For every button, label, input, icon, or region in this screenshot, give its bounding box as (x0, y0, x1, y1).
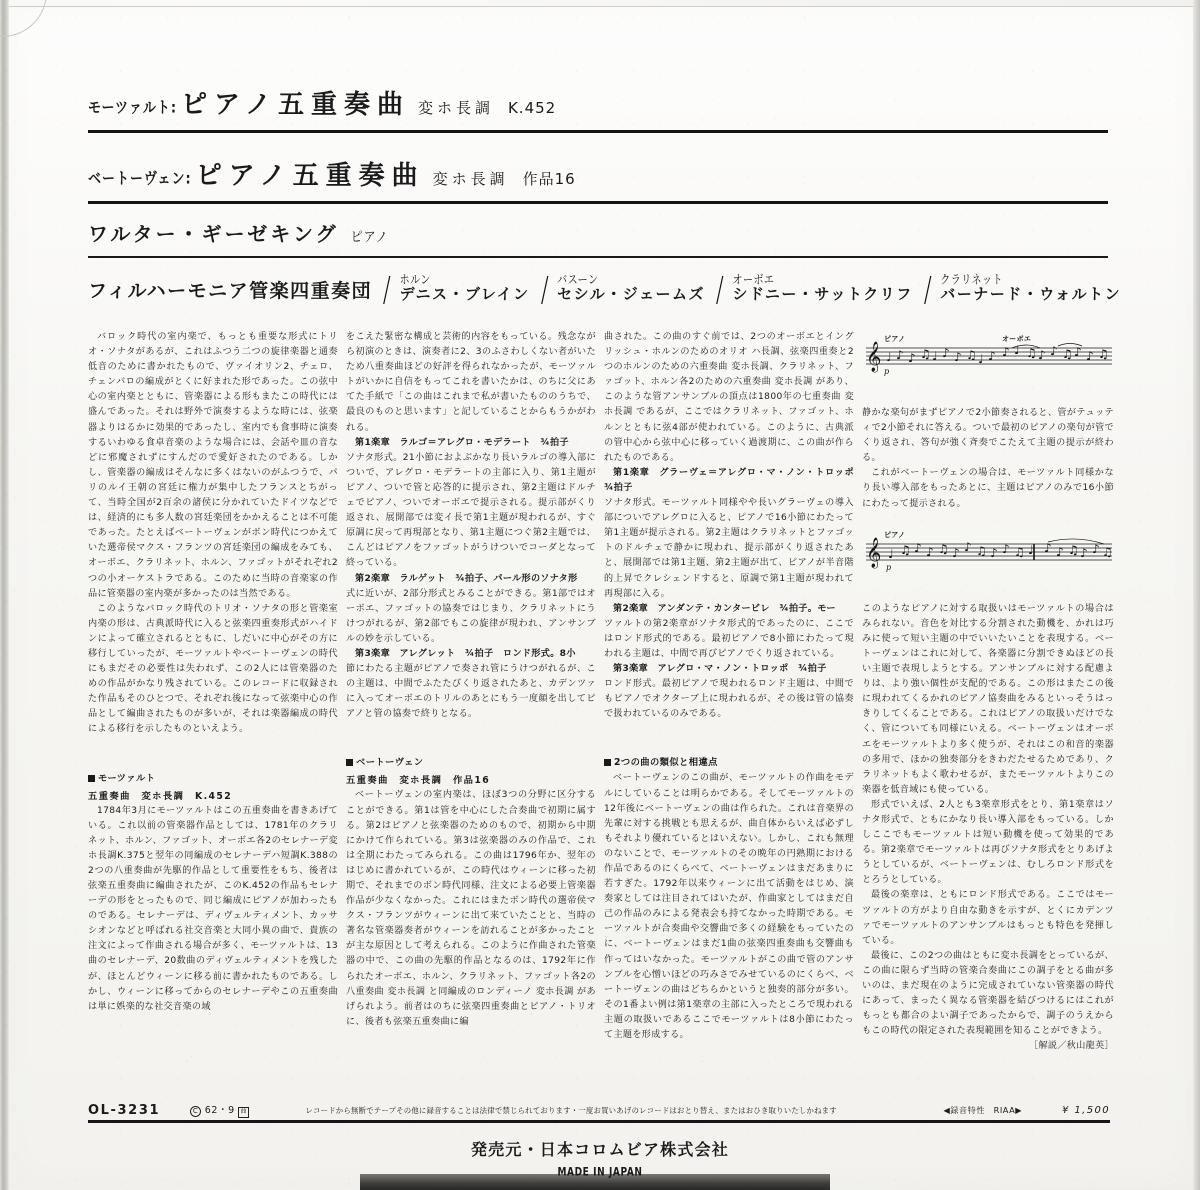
svg-text:♩: ♩ (1014, 343, 1020, 357)
movement-1-heading (346, 436, 596, 451)
svg-text:♫: ♫ (1062, 347, 1073, 361)
svg-text:♫: ♫ (920, 347, 931, 361)
svg-text:♩: ♩ (978, 352, 984, 366)
svg-text:♪: ♪ (990, 545, 998, 560)
notes-credit: ［解説／秋山龍英］ (1029, 1041, 1114, 1052)
svg-text:♫: ♫ (1102, 544, 1113, 559)
paragraph: ベートーヴェンの室内楽は、ほぼ3つの分野に区分することができる。第1は管を中心にした合奏曲で初期に属する。第2はピアノと弦楽器のためのもので、初期から中期にかけて作られている。第3は弦楽器のみの作品で、これは全期にわたってみられる。この曲は1796年か、翌年のはじめに書かれているが、この時代はウィーンに移った初期で、それまでのボン時代同様、注文による必要上管楽器作品が少なくなかった。これにはまたボン時代の選帝侯マクス・フランツがウィーンに出て来ていたことと、当時の著名な管楽器奏者がウィーンを訪れることが多かったことが主な原因として考えられる。このように作曲された管楽器の中で、この曲の先駆的作品となるのは、1792年に作られたオーボエ、ホルン、クラリネット、ファゴット各2の八重奏曲 変ホ長調 と同編成のロンディーノ 変ホ長調 があげられよう。前者はのちに弦楽四重奏曲とピアノ・トリオに、後者も弦楽五重奏曲に編 (346, 790, 596, 1027)
section-heading-label: 2つの曲の類似と相違点 (614, 757, 718, 769)
paragraph: 最後に、この2つの曲はともに変ホ長調をとっているが、この曲に限らず当時の管楽合奏曲にこの調子をとる曲が多いのは、まだ現在のように完成されていない管楽器の時代にあって、まったく異なる管楽器を結びつけるにはこれがもっとも都合のよい調子であったからで、調子のうえからもこの時代の限定された表現範囲を知ることができよう。 (862, 950, 1114, 1037)
paragraph: 最後の楽章は、ともにロンド形式である。ここではモーツァルトの方がより自由な動きを示すが、とくにカデンツァでモーツァルトのアンサンブルはもっとも特色を発揮している。 (862, 890, 1114, 946)
ensemble-entry (88, 258, 1122, 310)
notes-column-2 (346, 330, 596, 1100)
movement-3-heading (346, 647, 596, 662)
slash-divider-icon: / (540, 270, 549, 310)
music-example-beethoven (862, 530, 1114, 588)
paragraph: 1784年3月にモーツァルトはこの五重奏曲を書きあげている。これ以前の管楽器作品としては、1781年のクラリネット、ホルン、ファゴット、オーボエ各2のセレナーデ変ホ長調K.375と翌年の同編成のセレナーデハ短調K.388の2つの八重奏曲が先駆的作品として重要性をもち、後者は弦楽五重奏曲に編曲されたが、このK.452の作品もセレナーデの形をとったもので、同じ編成にピアノが加わったものである。セレナーデは、ディヴェルティメント、カッサシオンなどと呼ばれる社交音楽と大同小異の曲で、貴族の注文によって作曲される場合が多く、モーツァルトは、13曲のセレナーデ、20数曲のディヴェルティメントを残したが、ほとんどウィーンに移る前に書かれたものである。しかし、ウィーンに移ってからのセレナーデやこの五重奏曲は単に娯楽的な社交音楽の域 (88, 805, 338, 1012)
player-bassoon (532, 270, 705, 310)
svg-text:♪: ♪ (1092, 541, 1100, 556)
bullet-square-icon (346, 759, 353, 766)
svg-text:♪: ♪ (1038, 348, 1046, 362)
player-name: デニス・ブレイン (399, 285, 530, 304)
composer-name: ベートーヴェン: (88, 170, 192, 188)
movement-3-heading (604, 662, 854, 677)
ensemble-name: フィルハーモニア管楽四重奏団 (88, 280, 373, 302)
svg-text:p: p (884, 367, 890, 376)
liner-notes-body (88, 330, 1114, 1100)
work-key: 変ホ長調 (417, 99, 494, 117)
footer-riaa-curve: ◀録音特性 RIAA▶ (943, 1104, 1023, 1115)
paragraph: 式に近いが、2部分形式とみることができる。第1部ではオーボエ、ファゴットの協奏ではじまり、クラリネットにうけつがれるが、第2部でもこの旋律が現われ、アンサンブルの妙を示している。 (346, 588, 596, 644)
notes-column-3 (604, 330, 864, 1100)
svg-text:♫: ♫ (1098, 347, 1109, 361)
player-instrument: バスーン (557, 273, 599, 287)
player-instrument: ホルン (399, 273, 431, 287)
player-name: シドニー・サットクリフ (732, 285, 913, 304)
slash-divider-icon: / (382, 270, 391, 310)
svg-text:𝄞: 𝄞 (866, 342, 882, 372)
svg-text:♪: ♪ (1080, 545, 1088, 560)
svg-text:♪: ♪ (1074, 345, 1082, 359)
svg-text:𝄞: 𝄞 (866, 537, 882, 568)
player-horn (374, 270, 530, 310)
paragraph: このようなピアノに対する取扱いはモーツァルトの場合はみられない。音色を対比する分割された動機を、かれは巧みに使って短い主題の中でいいたいことを表現する。ベートーヴェンはこれに対して、各楽器に分割できぬほどの長い主題で表現しようとする。アンサンブルに対する配慮よりは、より強い個性が支配的である。この形はまたこの後に現われてくるかれのピアノ協奏曲をみるといっそうはっきりしてくることである。これはピアノの取扱いだけでなく、管についても同様にいえる。ベートーヴェンはオーボエをモーツァルトより多く使うが、それはこの和音的楽器の多用で、ほかの独奏部分をきわだたせるためであり、クラリネットもよく歌わせるが、またモーツァルトよりこの楽器を低音域にも使っている。 (862, 603, 1114, 795)
publisher-name: 発売元・日本コロムビア株式会社 (470, 1140, 729, 1159)
svg-text:♩: ♩ (1028, 542, 1034, 557)
sleeve-right-edge (1193, 0, 1200, 1190)
svg-text:♪: ♪ (952, 545, 960, 560)
work-catalog-number: K.452 (507, 99, 557, 117)
paragraph: ロンド形式。最初ピアノで現われるロンド主題は、中間でもピアノでオクターブ上に現われるが、その後は管の協奏で扱われているのみである。 (604, 679, 854, 720)
footer-copyright (190, 1102, 249, 1118)
publisher-block (0, 1137, 1200, 1179)
movement-label: 第1楽章 ラルゴ＝アレグロ・モデラート ¾拍子 (355, 437, 569, 448)
player-clarinet (915, 270, 1122, 310)
movement-2-heading (604, 602, 854, 617)
movement-label: 第3楽章 アレグレット ¾拍子 ロンド形式。8小 (355, 648, 576, 659)
paragraph: 形式でいえば、2人とも3楽章形式をとり、第1楽章はソナタ形式で、ともにかなり長い導入部をもっている。しかしここでもモーツァルトは短い動機を使って効果的である。第2楽章でモーツァルトは再びソナタ形式をとりあげようとしているが、ベートーヴェンは、むしろロンド形式をとろうとしている。 (862, 799, 1114, 886)
music-example-mozart (862, 334, 1114, 392)
svg-text:♪: ♪ (942, 346, 950, 360)
composer-name: モーツァルト: (88, 99, 178, 117)
work-entry-mozart (88, 84, 1108, 133)
section-heading-comparison (604, 754, 854, 768)
copyright-icon: C (190, 1106, 201, 1117)
svg-text:♪: ♪ (926, 544, 934, 559)
footer-date: 62・9 (204, 1105, 235, 1116)
work-opus-number: 作品16 (522, 170, 576, 188)
player-instrument: クラリネット (940, 273, 1004, 287)
paragraph: ベートーヴェンのこの曲が、モーツァルトの作曲をモデルにしていることは明らかである。そしてモーツァルトの12年後にベートーヴェンの曲は作られた。これは音楽界の先輩に対する挑戦とも思えるが、曲自体からいえば必ずしもそれより優れているとはいえない。しかし、これも無理のないことで、モーツァルトのその晩年の円熟期における作品であるのにくらべて、ベートーヴェンはまだあまりに若すぎた。1792年以来ウィーンに出て活動をはじめ、演奏家としては注目されてはいたが、作曲家としてはまだ自己の作品のみによる発表会も持てなかった時期である。モーツァルトが合奏曲や交響曲で多くの経験をもっていたのに、ベートーヴェンはまだ1曲の弦楽四重奏曲も交響曲も作ってはいなかった。モーツァルトがこの曲で管のアンサンブルを心憎いほどの巧みさでみせているのにくらべ、ベートーヴェンの曲はどちらかというと独奏的部分が多い。その1番よい例は第1楽章の主部に入ったところで現われる主題の取扱いであるここでモーツァルトは8小節にわたって主題を形成する。 (604, 773, 854, 1041)
svg-text:♪: ♪ (1002, 345, 1010, 359)
movement-1-heading (604, 466, 864, 496)
svg-text:♫: ♫ (938, 541, 949, 556)
svg-text:♪: ♪ (1086, 349, 1094, 363)
svg-text:♪: ♪ (908, 351, 916, 365)
section-heading-label: モーツァルト (98, 772, 156, 784)
svg-text:♫: ♫ (900, 542, 911, 557)
paragraph: ソナタ形式。モーツァルト同様やや長いグラーヴェの導入部についでアレグロに入ると、ピアノで16小節にわたって第1主題が提示される。第2主題はクラリネットとファゴットのドルチェで静かに現われ、提示部がくり返されたあと、展開部では第1主題、第2主題が出て、ピアノが半音階的上昇でクレシェンドすると、原調で第1主題が現われて再現部に入る。 (604, 498, 854, 599)
player-instrument: オーボエ (732, 273, 775, 287)
soloist-name: ワルター・ギーゼキング (88, 222, 339, 246)
svg-text:♫: ♫ (976, 543, 987, 558)
section-heading-mozart (88, 770, 338, 784)
section-heading-beethoven (346, 754, 596, 768)
svg-text:♫: ♫ (1014, 544, 1025, 559)
svg-text:♪: ♪ (1002, 541, 1010, 556)
svg-text:♫: ♫ (1068, 542, 1079, 557)
notes-column-4 (862, 330, 1114, 1100)
svg-text:♪: ♪ (988, 349, 996, 363)
footer-price: ¥ 1,500 (1062, 1104, 1110, 1116)
footer-bar (88, 1100, 1110, 1120)
svg-text:♪: ♪ (896, 348, 904, 362)
made-in-label: MADE IN JAPAN (557, 1166, 643, 1180)
work-subheading: 五重奏曲 変ホ長調 作品16 (346, 775, 491, 787)
svg-text:♩: ♩ (888, 546, 894, 561)
svg-text:♫: ♫ (1026, 346, 1037, 360)
sleeve-left-edge (0, 0, 9, 1190)
movement-label: 第3楽章 アレグロ・マ・ノン・トロッポ ¾拍子 (613, 664, 827, 675)
paragraph: 静かな楽句がまずピアノで2小節奏されると、管がテュッティで2小節それに答える。ついで最初のピアノの楽句が管でくり返され、答句が強く斉奏でこたえて主題の提示が終わる。 (862, 408, 1114, 464)
bullet-square-icon (604, 759, 611, 766)
work-title: ピアノ五重奏曲 (195, 161, 425, 191)
footer-catalog-number: OL-3231 (88, 1102, 161, 1118)
svg-text:♪: ♪ (964, 539, 972, 554)
movement-label: 第2楽章 ラルゲット ¾拍子、パール形のソナタ形 (355, 573, 578, 584)
player-oboe (707, 270, 913, 310)
paragraph: をこえた緊密な構成と芸術的内容をもっている。残念ながら初演のときは、演奏者に2、3のふさわしくない者がいたため八重奏曲ほどの好評を得られなかったが、モーツァルトがいかに自信をもってこれを書いたかは、のちに父にあてた手紙で「この曲はこれまで私が書いたもののうちで、最良のものと思います」と記していることからもうかがわれる。 (346, 332, 596, 433)
player-name: セシル・ジェームズ (557, 285, 705, 304)
svg-text:p: p (886, 562, 892, 572)
soloist-instrument: ピアノ (350, 229, 389, 246)
paragraph: 節にわたる主題がピアノで奏され管にうけつがれるが、この主題は、中間でふたたびくり返されたあと、カデンツァに入ってオーボエのトリルのあとにもう一度顔を出してピアノと管の協奏で終りとなる。 (346, 664, 596, 720)
svg-text:♪: ♪ (954, 350, 962, 364)
slash-divider-icon: / (923, 270, 932, 310)
paragraph: 曲された。この曲のすぐ前では、2つのオーボエとイングリッシュ・ホルンのためのオリオ ハ長調、弦楽四重奏と2つのホルンのための六重奏曲 変ホ長調、クラリネット、ファゴット、ホルン各2のための六重奏曲 変ホ長調 があり、このような管アンサンブルの頂点は1800年の七重奏曲 変ホ長調 であるが、ここではクラリネット、ファゴット、ホルンとともに弦4部が使われている。このように、古典派の管中心から弦中心に移っていく過渡期に、この曲が作られたものである。 (604, 332, 854, 463)
bullet-square-icon (88, 775, 95, 782)
movement-2-heading (346, 572, 596, 587)
work-entry-beethoven (88, 155, 1108, 204)
paragraph: ソナタ形式。21小節におよぶかなり長いラルゴの導入部についで、アレグロ・モデラートの主部に入り、第1主題がピアノ、ついで管と応答的に提示され、第2主題はドルチェでピアノ、ついでオーボエで提示される。提示部がくり返され、展開部では変イ長で第1主題が現われるが、すぐ原調に戻って再現部となり、第1主題につぐ第2主題では、こんどはピアノをファゴットがうけついでコーダとなって終っている。 (346, 452, 596, 569)
boxed-mark-icon: 曲 (238, 1107, 249, 1118)
score-label-oboe: オーボエ (1002, 335, 1032, 343)
footer-rule (88, 1120, 1110, 1123)
section-heading-label: ベートーヴェン (356, 757, 424, 769)
soloist-entry (88, 204, 1108, 258)
work-key: 変ホ長調 (432, 170, 509, 188)
paragraph: これがベートーヴェンの場合は、モーツァルト同様かなり長い導入部をもったあとに、主題はピアノのみで16小節にわたって提示される。 (862, 468, 1114, 509)
work-subheading: 五重奏曲 変ホ長調 K.452 (88, 790, 233, 802)
svg-text:♪: ♪ (914, 540, 922, 555)
slash-divider-icon: / (715, 270, 724, 310)
header (88, 84, 1122, 310)
svg-text:♩: ♩ (932, 349, 938, 363)
svg-text:♪: ♪ (1056, 544, 1064, 559)
svg-text:♩: ♩ (886, 350, 892, 364)
svg-text:♪: ♪ (1050, 344, 1058, 358)
movement-label: 第1楽章 グラーヴェ＝アレグロ・マ・ノン・トロッポ ¾拍子 (604, 467, 864, 493)
paragraph: バロック時代の室内楽で、もっとも重要な形式にトリオ・ソナタがあるが、これはふつう二つの旋律楽器と通奏低音のために書かれたもので、ヴァイオリン2、チェロ、チェンバロの編成がとくに好まれた形であった。この弦中心の室内楽とともに、管楽器による形もまたこの時代には盛んであった。それは野外で演奏するような時には、弦楽器よりはるかに効果的であったし、室内でも食事時に演奏するいわゆる食卓音楽のような場合には、会話や皿の音などに邪魔されずにすんだので愛好されたのである。しかし、管楽器の編成はそんなに多くはないのがふつうで、パリのルイ王朝の宮廷に権力が集中したフランスとちがって、当時全国が2百余の諸侯に分かれていたドイツなどでは、経済的にも多人数の宮廷楽団をかかえることは不可能であった。たとえばベートーヴェンがボン時代につかえていた選帝侯マクス・フランツの宮廷楽団の編成をみても、オーボエ、クラリネット、ホルン、ファゴットがそれぞれ2つの小オーケストラである。このために当時の音楽家の作品に管楽器の室内楽が多かったのは当然である。 (88, 332, 338, 599)
work-title: ピアノ五重奏曲 (181, 90, 410, 120)
svg-text:♪: ♪ (1044, 540, 1052, 555)
svg-text:♫: ♫ (966, 348, 977, 362)
footer-legal-notice: レコードから無断でテープその他に録音することは法律で禁じられております・一度お買いあげのレコードはおとり替え、またはおひき取りいたしかねます (305, 1105, 837, 1115)
player-name: バーナード・ウォルトン (940, 285, 1122, 304)
score-label-piano: ピアノ (884, 530, 906, 539)
paragraph: このようなバロック時代のトリオ・ソナタの形と管楽室内楽の形は、古典派時代に入ると弦楽四重奏形式がハイドンによって確立されるとともに、しだいに中心がその方に移行していったが、モーツァルトやベートーヴェンの時代にもまだその必要性は失われず、この2人には管楽器のための作品がかなり残されている。このレコードに収録された作品もそのひとつで、それぞれ後になって弦楽中心の作品として編曲されたものが多いが、それは楽器編成の時代による移行を示したものといえよう。 (88, 603, 338, 735)
paragraph: ツァルトの第2楽章がソナタ形式的であったのに、ここではロンド形式的である。最初ピアノで8小節にわたって現われる主題は、中間で再びピアノでくり返されている。 (604, 618, 854, 659)
movement-label: 第2楽章 アンダンテ・カンタービレ ¾拍子。モー (613, 603, 836, 614)
score-label-piano: ピアノ (884, 335, 906, 343)
notes-column-1 (88, 330, 338, 1100)
